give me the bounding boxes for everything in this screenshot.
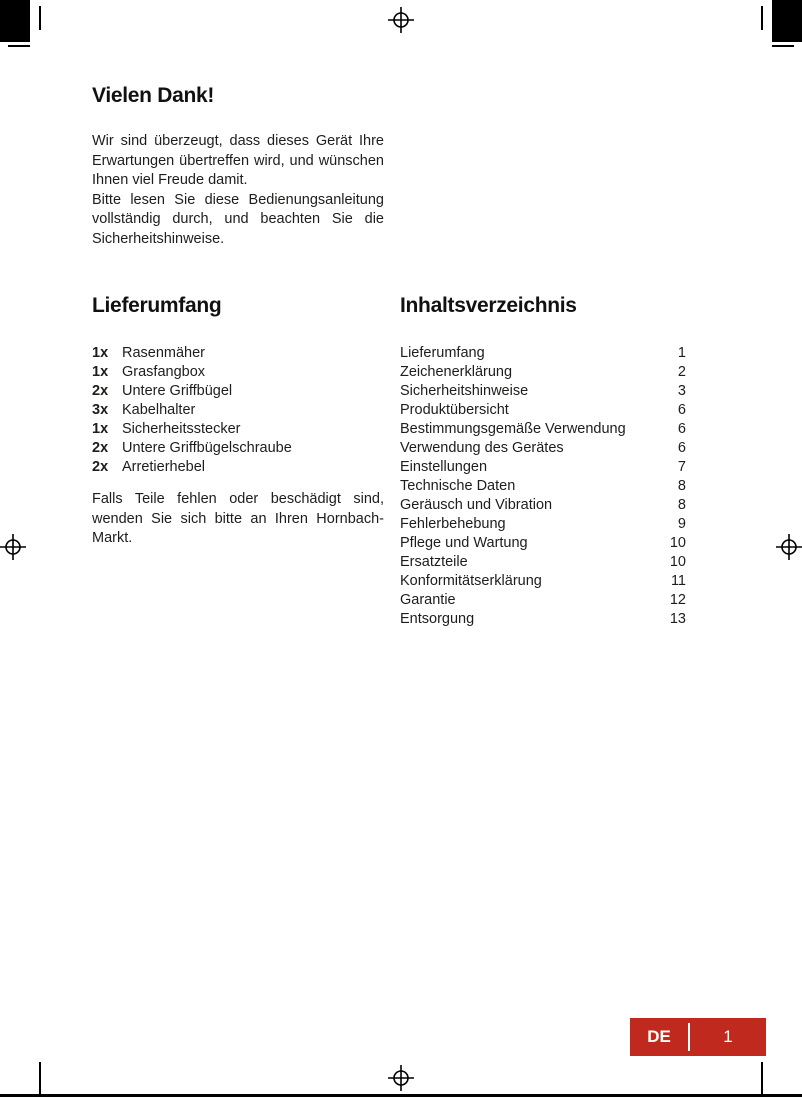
- item-label: Sicherheitsstecker: [122, 421, 241, 437]
- toc-entry-page: 2: [677, 364, 686, 380]
- language-badge: DE: [647, 1027, 671, 1046]
- print-density-patch-right: [772, 0, 802, 42]
- page-number: 1: [723, 1027, 733, 1046]
- toc-entry-page: 12: [669, 592, 686, 608]
- toc-row: [400, 534, 686, 553]
- toc-entry-page: 11: [670, 573, 686, 589]
- toc-entry-label: Geräusch und Vibration: [400, 497, 553, 513]
- toc-entry-label: Technische Daten: [400, 478, 516, 494]
- item-label: Rasenmäher: [122, 345, 206, 361]
- toc-row: [400, 458, 686, 477]
- item-quantity: 1x: [92, 345, 109, 361]
- footer-badge: [630, 1018, 766, 1056]
- toc-row: [400, 344, 686, 363]
- list-item: [92, 458, 384, 477]
- registration-mark-icon: [776, 534, 802, 560]
- print-density-patch-left: [0, 0, 30, 42]
- toc-entry-label: Verwendung des Gerätes: [400, 440, 564, 456]
- item-label: Kabelhalter: [122, 402, 196, 418]
- toc-entry-page: 10: [669, 535, 686, 551]
- item-quantity: 1x: [92, 421, 109, 437]
- item-quantity: 1x: [92, 364, 109, 380]
- toc-row: [400, 591, 686, 610]
- toc-entry-label: Fehlerbehebung: [400, 516, 506, 532]
- registration-mark-icon: [388, 7, 414, 33]
- list-item: [92, 401, 384, 420]
- list-item: [92, 363, 384, 382]
- toc-row: [400, 477, 686, 496]
- item-quantity: 2x: [92, 440, 109, 456]
- list-item: [92, 420, 384, 439]
- toc-row: [400, 382, 686, 401]
- toc-section: [400, 294, 686, 629]
- toc-entry-label: Bestimmungsgemäße Verwendung: [400, 421, 626, 437]
- item-label: Grasfangbox: [122, 364, 206, 380]
- crop-mark: [772, 45, 794, 47]
- delivery-title: Lieferumfang: [92, 294, 222, 317]
- toc-row: [400, 610, 686, 629]
- toc-entry-page: 6: [677, 440, 686, 456]
- toc-entry-page: 6: [677, 402, 686, 418]
- toc-entry-label: Produktübersicht: [400, 402, 509, 418]
- toc-entry-label: Entsorgung: [400, 611, 475, 627]
- list-item: [92, 382, 384, 401]
- crop-mark: [39, 1062, 41, 1094]
- toc-row: [400, 420, 686, 439]
- list-item: [92, 439, 384, 458]
- thanks-title: Vielen Dank!: [92, 84, 215, 107]
- toc-row: [400, 439, 686, 458]
- toc-entry-page: 1: [677, 345, 686, 361]
- delivery-note: Falls Teile fehlen oder beschädigt sind, wenden Sie sich bitte an Ihren Hornbach-Markt.: [92, 491, 384, 546]
- item-label: Untere Griffbügel: [122, 383, 233, 399]
- toc-row: [400, 553, 686, 572]
- toc-row: [400, 515, 686, 534]
- registration-mark-icon: [0, 534, 26, 560]
- toc-entry-label: Lieferumfang: [400, 345, 485, 361]
- thanks-paragraph-1: Wir sind überzeugt, dass dieses Gerät Ihre Erwartungen übertreffen wird, und wünschen Ihnen viel Freude damit.: [92, 133, 384, 188]
- toc-entry-page: 10: [669, 554, 686, 570]
- toc-entry-label: Einstellungen: [400, 459, 488, 475]
- delivery-list: [92, 344, 384, 477]
- crop-mark: [8, 45, 30, 47]
- toc-entry-label: Zeichenerklärung: [400, 364, 513, 380]
- registration-mark-icon: [388, 1065, 414, 1091]
- crop-mark: [39, 6, 41, 30]
- item-label: Arretierhebel: [122, 459, 206, 475]
- toc-entry-page: 6: [677, 421, 686, 437]
- toc-row: [400, 496, 686, 515]
- item-label: Untere Griffbügelschraube: [122, 440, 292, 456]
- crop-mark: [761, 6, 763, 30]
- toc-entry-label: Ersatzteile: [400, 554, 468, 570]
- toc-entry-page: 9: [677, 516, 686, 532]
- toc-entry-page: 8: [677, 478, 686, 494]
- list-item: [92, 344, 384, 363]
- thanks-section: [92, 84, 384, 249]
- toc-entry-page: 7: [677, 459, 686, 475]
- toc-entry-label: Garantie: [400, 592, 456, 608]
- toc-entry-page: 8: [677, 497, 686, 513]
- crop-mark: [761, 1062, 763, 1094]
- toc-entry-label: Sicherheitshinweise: [400, 383, 529, 399]
- toc-entry-page: 13: [669, 611, 686, 627]
- thanks-paragraph-2: Bitte lesen Sie diese Bedienungsanleitung vollständig durch, und beachten Sie die Sicherheitshinweise.: [92, 191, 384, 247]
- toc-row: [400, 401, 686, 420]
- toc-entry-label: Pflege und Wartung: [400, 535, 528, 551]
- toc-entry-page: 3: [677, 383, 686, 399]
- trim-line: [0, 1094, 802, 1097]
- item-quantity: 2x: [92, 383, 109, 399]
- toc-row: [400, 572, 686, 591]
- item-quantity: 3x: [92, 402, 109, 418]
- toc-entry-label: Konformitätserklärung: [400, 573, 542, 589]
- item-quantity: 2x: [92, 459, 109, 475]
- delivery-section: [92, 294, 384, 549]
- toc-row: [400, 363, 686, 382]
- toc-title: Inhaltsverzeichnis: [400, 294, 577, 317]
- toc-list: [400, 344, 686, 629]
